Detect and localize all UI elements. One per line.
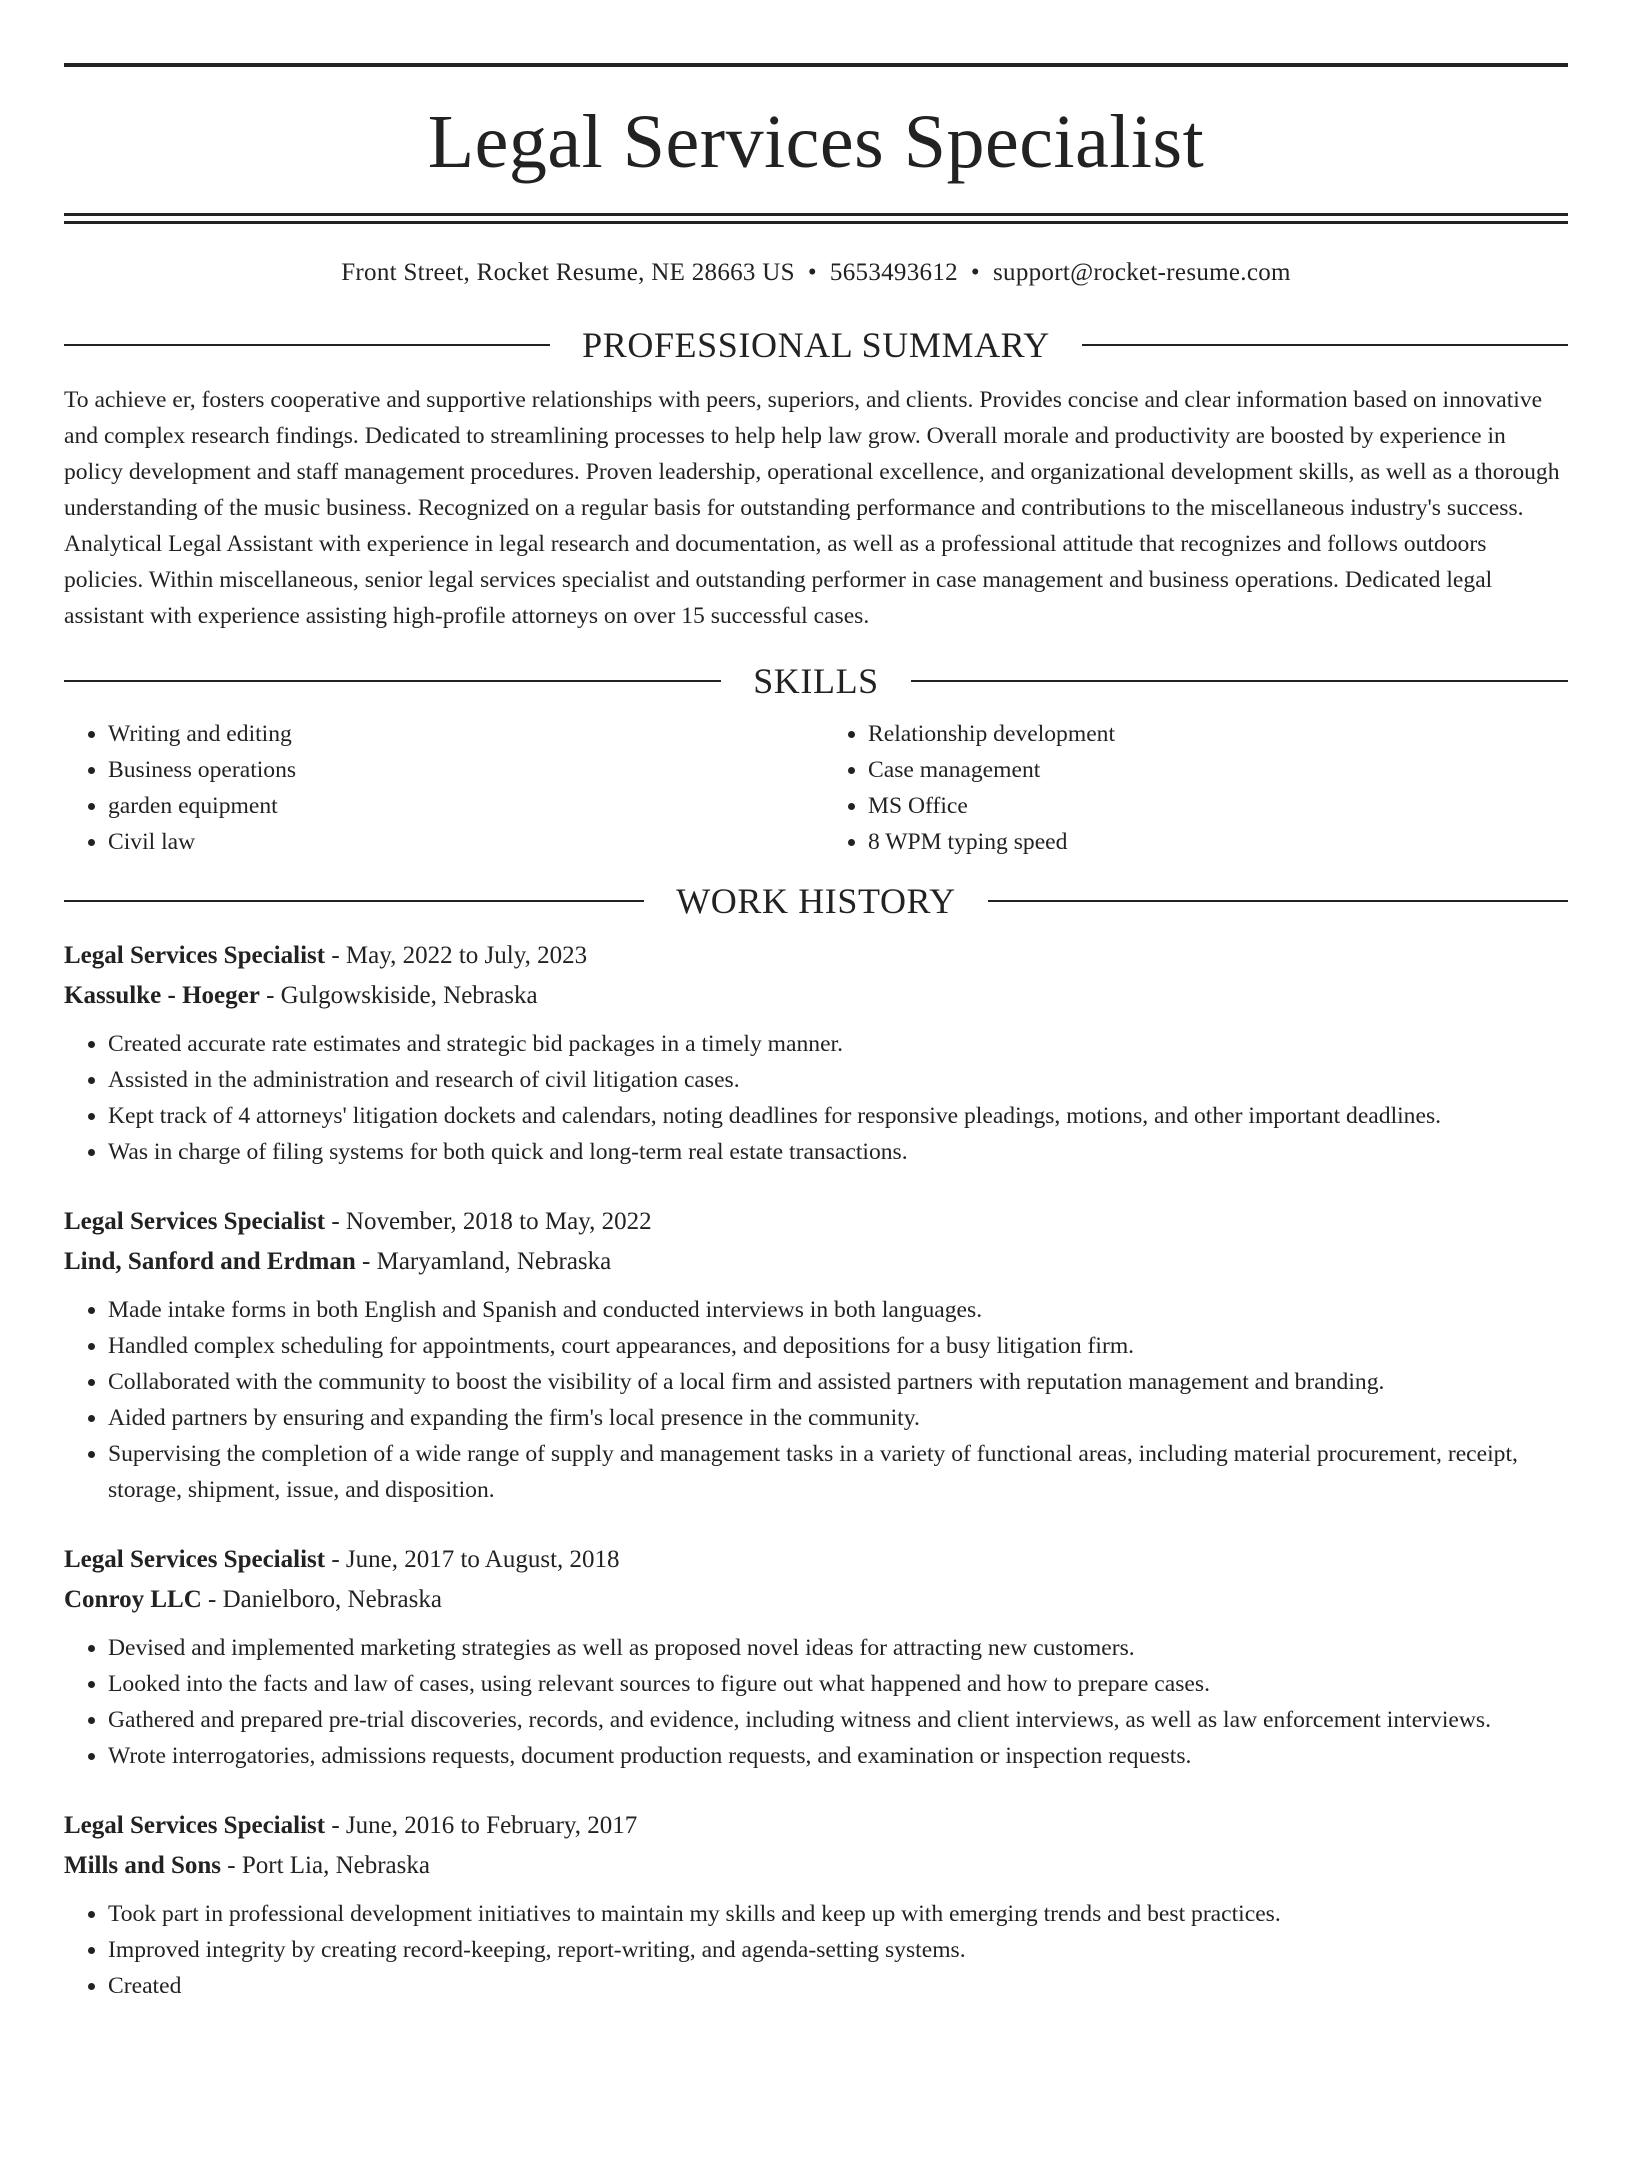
job-bullet: • Created accurate rate estimates and strategic bid packages in a timely manner. [108,1026,1568,1062]
job-location: - Maryamland, Nebraska [355,1248,612,1275]
job-title-line [64,1806,1568,1846]
skill-item: • Relationship development [868,716,1568,752]
job-company-line [64,1846,1568,1886]
skill-item: • 8 WPM typing speed [868,824,1568,860]
job-title-line [64,1202,1568,1242]
skill-item: • Writing and editing [108,716,808,752]
job-title-line [64,1540,1568,1580]
job-entry [64,1806,1568,2004]
contact-email: support@rocket-resume.com [992,259,1291,286]
skill-item: • Business operations [108,752,808,788]
job-dates: - June, 2017 to August, 2018 [325,1546,620,1573]
job-company: Mills and Sons [64,1852,222,1879]
job-role: Legal Services Specialist [64,1812,326,1839]
job-bullet: • Supervising the completion of a wide range of supply and management tasks in a variety of functional areas, including material procurement, receipt, storage, shipment, issue, and disposition. [108,1436,1568,1508]
job-company: Kassulke - Hoeger [64,982,260,1009]
job-bullets [64,1026,1568,1170]
skill-item: • Civil law [108,824,808,860]
job-bullet: • Took part in professional development initiatives to maintain my skills and keep up with emerging trends and best practices. [108,1896,1568,1932]
summary-text: To achieve er, fosters cooperative and supportive relationships with peers, superiors, and clients. Provides concise and clear information based on innovative and complex research findings. Dedicated to streamlining processes to help help law grow. Overall morale and productivity are boosted by experience in policy development and staff management procedures. Proven leadership, operational excellence, and organizational development skills, as well as a thorough understanding of the music business. Recognized on a regular basis for outstanding performance and contributions to the miscellaneous industry's success. Analytical Legal Assistant with experience in legal research and documentation, as well as a professional attitude that recognizes and follows outdoors policies. Within miscellaneous, senior legal services specialist and outstanding performer in case management and business operations. Dedicated legal assistant with experience assisting high-profile attorneys on over 15 successful cases. [64,387,1560,629]
skill-item: • Case management [868,752,1568,788]
skills-column-right [808,716,1568,860]
job-bullet: • Kept track of 4 attorneys' litigation dockets and calendars, noting deadlines for responsive pleadings, motions, and other important deadlines. [108,1098,1568,1134]
contact-separator: • [970,259,980,286]
skills-heading: SKILLS [753,661,879,701]
skill-item: • MS Office [868,788,1568,824]
top-rule [64,63,1568,67]
work-heading: WORK HISTORY [676,881,956,921]
job-bullet: • Collaborated with the community to boost the visibility of a local firm and assisted partners with reputation management and branding. [108,1364,1568,1400]
job-bullets [64,1896,1568,2004]
job-company-line [64,976,1568,1016]
job-company: Conroy LLC [64,1586,202,1613]
job-role: Legal Services Specialist [64,942,326,969]
skills-column-left [64,716,808,860]
job-bullet: • Improved integrity by creating record-keeping, report-writing, and agenda-setting systems. [108,1932,1568,1968]
heading-rule [64,900,644,902]
job-title-line [64,936,1568,976]
job-role: Legal Services Specialist [64,1546,326,1573]
contact-line [64,258,1568,288]
job-dates: - May, 2022 to July, 2023 [325,942,588,969]
job-dates: - June, 2016 to February, 2017 [325,1812,638,1839]
job-bullet: • Assisted in the administration and research of civil litigation cases. [108,1062,1568,1098]
job-dates: - November, 2018 to May, 2022 [325,1208,652,1235]
resume-page [0,63,1632,2175]
job-company: Lind, Sanford and Erdman [64,1248,356,1275]
job-bullet: • Was in charge of filing systems for both quick and long-term real estate transactions. [108,1134,1568,1170]
job-bullet: • Gathered and prepared pre-trial discoveries, records, and evidence, including witness and client interviews, as well as law enforcement interviews. [108,1702,1568,1738]
contact-address: Front Street, Rocket Resume, NE 28663 US [341,259,795,286]
summary-heading: PROFESSIONAL SUMMARY [582,325,1050,365]
contact-phone: 5653493612 [829,259,958,286]
job-bullet: • Aided partners by ensuring and expanding the firm's local presence in the community. [108,1400,1568,1436]
job-company-line [64,1242,1568,1282]
job-location: - Danielboro, Nebraska [201,1586,442,1613]
job-role: Legal Services Specialist [64,1208,326,1235]
heading-rule [911,680,1568,682]
job-entry [64,1202,1568,1508]
summary-section-heading [64,324,1568,366]
title-double-rule [64,213,1568,224]
contact-separator: • [807,259,817,286]
page-title: Legal Services Specialist [427,100,1205,184]
skill-item: • garden equipment [108,788,808,824]
job-company-line [64,1580,1568,1620]
skills-list [64,716,1568,860]
heading-rule [1082,344,1568,346]
skills-section-heading [64,660,1568,702]
heading-rule [988,900,1568,902]
job-bullet: • Wrote interrogatories, admissions requests, document production requests, and examination or inspection requests. [108,1738,1568,1774]
job-bullet: • Looked into the facts and law of cases, using relevant sources to figure out what happened and how to prepare cases. [108,1666,1568,1702]
job-entry [64,1540,1568,1774]
job-bullets [64,1292,1568,1508]
job-bullets [64,1630,1568,1774]
job-bullet: • Created [108,1968,1568,2004]
job-entry [64,936,1568,1170]
heading-rule [64,680,721,682]
job-location: - Gulgowskiside, Nebraska [259,982,538,1009]
work-section-heading [64,880,1568,922]
job-bullet: • Handled complex scheduling for appointments, court appearances, and depositions for a busy litigation firm. [108,1328,1568,1364]
job-location: - Port Lia, Nebraska [221,1852,430,1879]
heading-rule [64,344,550,346]
job-bullet: • Devised and implemented marketing strategies as well as proposed novel ideas for attracting new customers. [108,1630,1568,1666]
job-bullet: • Made intake forms in both English and Spanish and conducted interviews in both languages. [108,1292,1568,1328]
